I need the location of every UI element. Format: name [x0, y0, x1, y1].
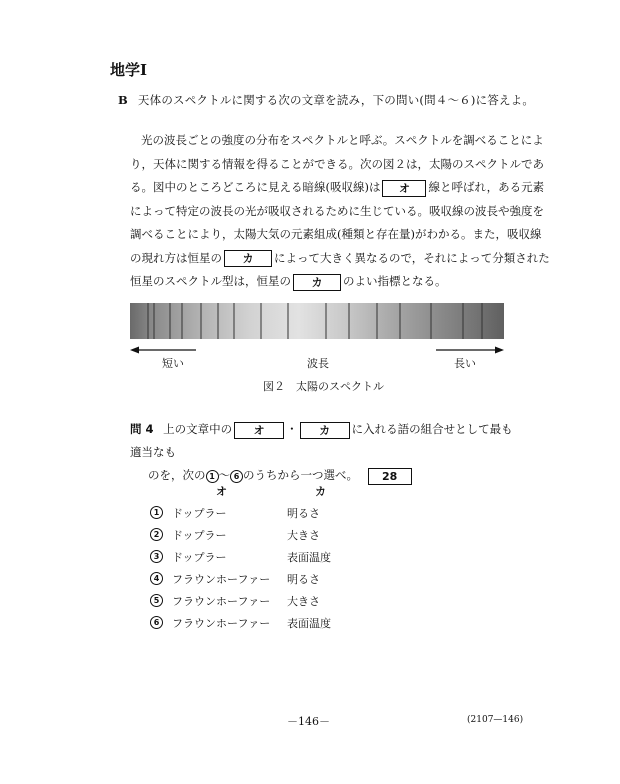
passage [130, 129, 550, 294]
passage-text: る。図中のところどころに見える暗線(吸収線)は [130, 180, 381, 194]
option-ka-text: 表面温度 [287, 551, 331, 564]
question-line-1 [130, 418, 520, 464]
question-4 [130, 418, 520, 487]
option-o-text: ドップラー [172, 529, 227, 542]
passage-line-3 [130, 176, 545, 200]
passage-line-7 [130, 270, 520, 294]
section-letter: B [118, 93, 128, 107]
exam-code: (2107—146) [467, 715, 524, 725]
passage-line-4: によって特定の波長の光が吸収されるために生じている。吸収線の波長や強度を [130, 203, 544, 218]
label-long: 長い [454, 357, 476, 370]
circled-number-icon: 5 [150, 594, 163, 607]
option-o-text: ドップラー [172, 507, 227, 520]
question-label: 問 4 [130, 422, 154, 436]
subject-title: 地学Ⅰ [110, 61, 148, 79]
question-text: のうちから一つ選べ。 [243, 468, 358, 482]
option-ka-text: 表面温度 [287, 617, 331, 630]
passage-line-1: 光の波長ごとの強度の分布をスペクトルと呼ぶ。スペクトルを調べることによ [141, 133, 544, 147]
question-text: 上の文章中の [163, 422, 233, 436]
blank-ka-box: カ [224, 250, 272, 267]
option-row[interactable] [150, 527, 163, 541]
circled-number-icon: 6 [150, 616, 163, 629]
passage-text: のよい指標となる。 [343, 274, 447, 288]
blank-o-box: オ [382, 180, 426, 197]
circled-number-icon: 1 [150, 506, 163, 519]
column-header-o: オ [216, 485, 227, 498]
label-short: 短い [162, 357, 184, 370]
option-row[interactable] [150, 615, 163, 629]
blank-o-box: オ [234, 422, 284, 439]
passage-text: 線と呼ばれ，ある元素 [428, 180, 545, 194]
separator: ・ [286, 422, 298, 436]
passage-text: の現れ方は恒星の [130, 250, 222, 265]
blank-ka-box: カ [293, 274, 341, 291]
question-text: に入れる語の組合せとして最も適当なも [130, 422, 513, 459]
circled-number-icon: 3 [150, 550, 163, 563]
blank-ka-box: カ [300, 422, 350, 439]
column-header-ka: カ [315, 485, 326, 498]
option-ka-text: 大きさ [287, 595, 320, 608]
passage-text: によって大きく異なるので，それによって分類された [274, 250, 550, 265]
passage-line-5: 調べることにより，太陽大気の元素組成(種類と存在量)がわかる。また，吸収線 [130, 227, 542, 241]
solar-spectrum-image [130, 303, 504, 339]
option-o-text: フラウンホーファー [172, 595, 271, 608]
option-row[interactable] [150, 593, 163, 607]
option-o-text: フラウンホーファー [172, 617, 271, 630]
figure-caption: 図２ 太陽のスペクトル [263, 380, 384, 393]
option-o-text: ドップラー [172, 551, 227, 564]
circled-number-icon: 4 [150, 572, 163, 585]
passage-line-2: り，天体に関する情報を得ることができる。次の図２は，太陽のスペクトルであ [130, 156, 544, 171]
option-row[interactable] [150, 571, 163, 585]
tilde: ～ [218, 468, 230, 482]
section-b-intro [118, 92, 534, 108]
option-row[interactable] [150, 549, 163, 563]
answer-number-box: 28 [368, 468, 412, 485]
option-row[interactable] [150, 505, 163, 519]
circled-number-icon: 1 [206, 470, 219, 483]
label-wavelength: 波長 [307, 357, 329, 370]
option-ka-text: 明るさ [287, 573, 320, 586]
circled-number-icon: 2 [150, 528, 163, 541]
question-text: のを，次の [148, 468, 206, 482]
option-ka-text: 大きさ [287, 529, 320, 542]
passage-line-6 [130, 247, 550, 271]
section-intro-text: 天体のスペクトルに関する次の文章を読み，下の問い(問４～６)に答えよ。 [137, 93, 535, 107]
option-o-text: フラウンホーファー [172, 573, 271, 586]
passage-text: 恒星のスペクトル型は，恒星の [130, 274, 291, 288]
page-number: －146－ [287, 715, 330, 728]
circled-number-icon: 6 [230, 470, 243, 483]
option-ka-text: 明るさ [287, 507, 320, 520]
